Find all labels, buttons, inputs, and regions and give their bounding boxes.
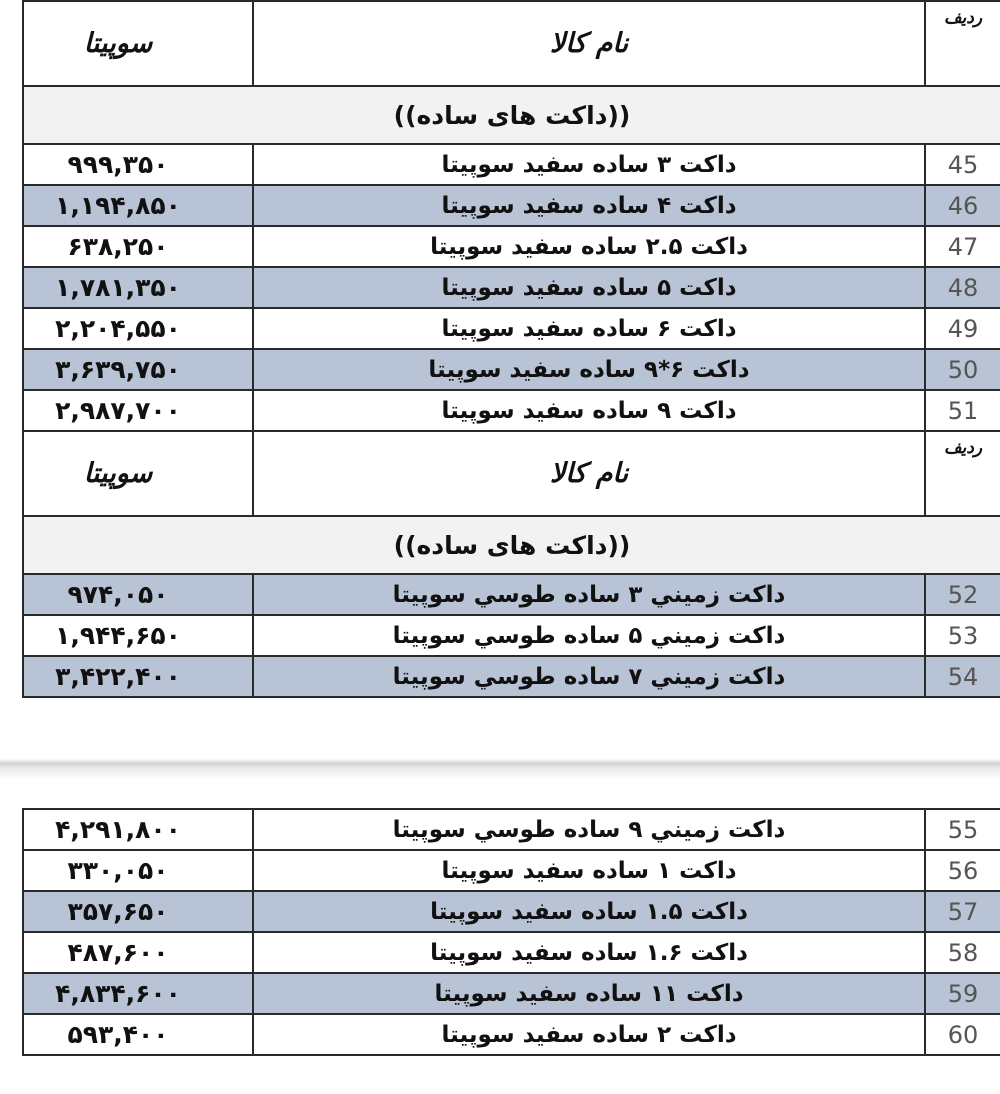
product-name-cell: داكت زميني ۷ ساده طوسي سوپيتا [253,656,925,697]
section-row [23,86,1000,144]
product-name-cell: داكت ۱.۵ ساده سفيد سوپيتا [253,891,925,932]
row-index-cell: 53 [925,615,1000,656]
row-index-cell: 55 [925,809,1000,850]
header-price: سوپیتا [23,431,253,516]
product-name-cell: داکت ۳ ساده سفید سوپیتا [253,144,925,185]
row-index-cell: 58 [925,932,1000,973]
table-row [23,615,1000,656]
row-index-cell: 45 [925,144,1000,185]
table-row [23,574,1000,615]
row-index-cell: 59 [925,973,1000,1014]
price-cell: ۳,۶۳۹,۷۵۰ [23,349,253,390]
price-cell: ۹۷۴,۰۵۰ [23,574,253,615]
table-row [23,185,1000,226]
row-index-cell: 60 [925,1014,1000,1055]
product-name-cell: داكت ۱۱ ساده سفيد سوپيتا [253,973,925,1014]
row-index-cell: 57 [925,891,1000,932]
table-header-row [23,1,1000,86]
product-name-cell: داكت ۲ ساده سفيد سوپيتا [253,1014,925,1055]
product-name-cell: داکت ۲.۵ ساده سفید سوپیتا [253,226,925,267]
price-cell: ۲,۹۸۷,۷۰۰ [23,390,253,431]
product-name-cell: داکت ۴ ساده سفید سوپیتا [253,185,925,226]
price-table-3-body [23,809,1000,1055]
price-cell: ۹۹۹,۳۵۰ [23,144,253,185]
price-cell: ۶۳۸,۲۵۰ [23,226,253,267]
product-name-cell: داکت ۶*۹ ساده سفید سوپیتا [253,349,925,390]
product-name-cell: داكت ۱.۶ ساده سفيد سوپيتا [253,932,925,973]
table-row [23,144,1000,185]
price-cell: ۵۹۳,۴۰۰ [23,1014,253,1055]
row-index-cell: 48 [925,267,1000,308]
price-table-1 [22,0,1000,432]
table-row [23,850,1000,891]
table-row [23,308,1000,349]
section-title: ((داکت های ساده)) [23,516,1000,574]
table-row [23,932,1000,973]
price-cell: ۳۵۷,۶۵۰ [23,891,253,932]
table-row [23,973,1000,1014]
price-table-3 [22,808,1000,1056]
page-break [0,745,1000,795]
header-name: نام کالا [253,431,925,516]
table-row [23,390,1000,431]
product-name-cell: داکت ۶ ساده سفید سوپیتا [253,308,925,349]
row-index-cell: 50 [925,349,1000,390]
table-row [23,656,1000,697]
price-cell: ۲,۲۰۴,۵۵۰ [23,308,253,349]
section-title: ((داکت های ساده)) [23,86,1000,144]
page-bottom [0,795,1000,1094]
price-cell: ۱,۹۴۴,۶۵۰ [23,615,253,656]
row-index-cell: 54 [925,656,1000,697]
row-index-cell: 46 [925,185,1000,226]
header-index: ردیف [925,431,1000,516]
price-table-2 [22,430,1000,698]
product-name-cell: داکت ۵ ساده سفید سوپیتا [253,267,925,308]
header-price: سوپیتا [23,1,253,86]
product-name-cell: داكت زميني ۳ ساده طوسي سوپيتا [253,574,925,615]
price-cell: ۱,۷۸۱,۳۵۰ [23,267,253,308]
row-index-cell: 52 [925,574,1000,615]
price-cell: ۳,۴۲۲,۴۰۰ [23,656,253,697]
table-row [23,1014,1000,1055]
product-name-cell: داکت ۹ ساده سفید سوپیتا [253,390,925,431]
product-name-cell: داكت زميني ۵ ساده طوسي سوپيتا [253,615,925,656]
product-name-cell: داكت زميني ۹ ساده طوسي سوپيتا [253,809,925,850]
header-name: نام کالا [253,1,925,86]
table-row [23,349,1000,390]
price-cell: ۳۳۰,۰۵۰ [23,850,253,891]
price-cell: ۱,۱۹۴,۸۵۰ [23,185,253,226]
table-row [23,891,1000,932]
price-cell: ۴,۸۳۴,۶۰۰ [23,973,253,1014]
price-cell: ۴,۲۹۱,۸۰۰ [23,809,253,850]
row-index-cell: 49 [925,308,1000,349]
section-row [23,516,1000,574]
row-index-cell: 56 [925,850,1000,891]
price-cell: ۴۸۷,۶۰۰ [23,932,253,973]
product-name-cell: داكت ۱ ساده سفيد سوپيتا [253,850,925,891]
table-header-row [23,431,1000,516]
price-table-2-body [23,431,1000,697]
row-index-cell: 47 [925,226,1000,267]
table-row [23,226,1000,267]
table-row [23,267,1000,308]
header-index: ردیف [925,1,1000,86]
table-row [23,809,1000,850]
price-table-1-body [23,1,1000,431]
row-index-cell: 51 [925,390,1000,431]
